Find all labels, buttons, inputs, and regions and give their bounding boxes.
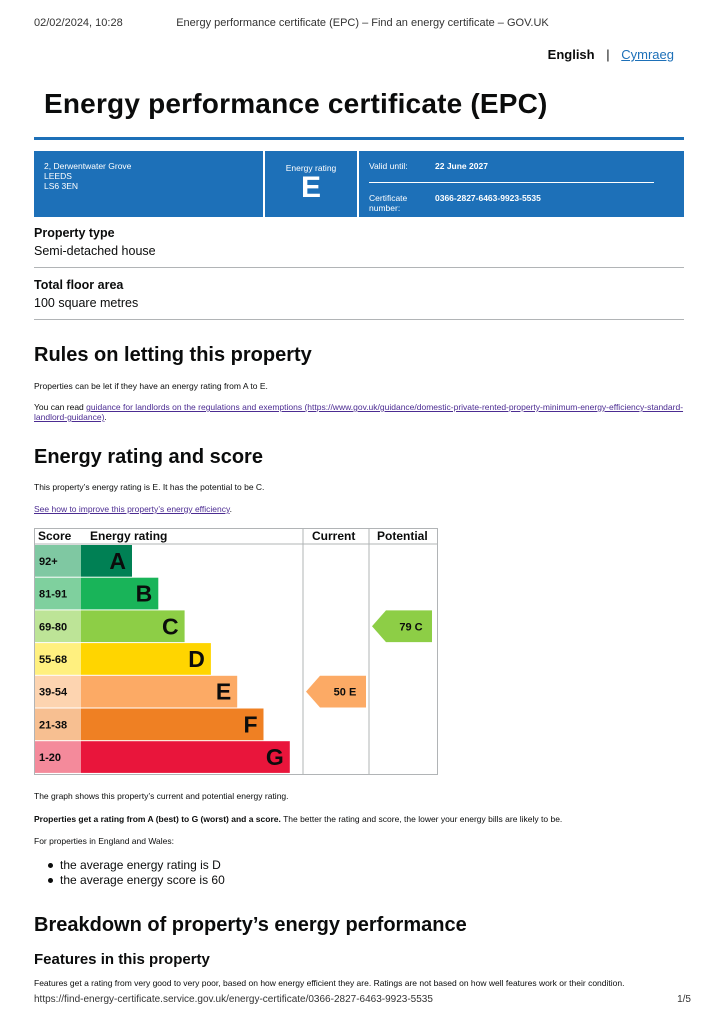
band-score-label: 21-38 — [39, 719, 68, 732]
print-date: 02/02/2024, 10:28 — [34, 17, 123, 29]
chart-header-label: Current — [312, 529, 356, 543]
energy-rating-text: This property’s energy rating is E. It has the potential to be C. — [34, 482, 265, 492]
rules-guidance-prefix: You can read — [34, 402, 87, 412]
certificate-number-label — [369, 193, 435, 213]
rating-explanation-rest: The better the rating and score, the lower your energy bills are likely to be. — [280, 814, 563, 824]
breakdown-heading: Breakdown of property’s energy performance — [34, 914, 467, 936]
energy-rating-chart — [34, 528, 438, 775]
print-footer — [34, 994, 691, 1005]
potential-rating-label: 79 C — [399, 621, 423, 634]
floor-area-label: Total floor area — [34, 278, 124, 292]
improve-efficiency-link[interactable]: See how to improve this property’s energy efficiency — [34, 504, 230, 514]
language-current: English — [547, 47, 595, 62]
rating-explanation-bold: Properties get a rating from A (best) to G (worst) and a score. — [34, 814, 281, 824]
landlord-guidance-link[interactable]: guidance for landlords on the regulations and exemptions (https://www.gov.uk/guidance/domestic-private-rented-property-minimum-energy-efficiency-standard-landlord-guidance) — [34, 402, 684, 422]
certificate-label-line: number: — [369, 203, 401, 213]
list-item: the average energy rating is D — [48, 858, 225, 873]
band-score-label: 1-20 — [39, 752, 62, 765]
page-title: Energy performance certificate (EPC) — [44, 88, 548, 119]
address-line: 2, Derwentwater Grove — [44, 161, 132, 171]
graph-note: The graph shows this property’s current and potential energy rating. — [34, 791, 289, 801]
band-letter: F — [243, 711, 258, 738]
floor-area — [34, 278, 684, 310]
current-rating-label: 50 E — [333, 686, 357, 699]
print-title: Energy performance certificate (EPC) – Find an energy certificate – GOV.UK — [176, 17, 549, 29]
meta-divider — [369, 182, 654, 183]
england-wales-text: For properties in England and Wales: — [34, 836, 175, 846]
valid-until-row — [369, 161, 674, 171]
rules-guidance-paragraph — [34, 402, 684, 422]
band-letter: C — [161, 613, 179, 640]
print-header — [34, 17, 691, 31]
band-letter: G — [265, 744, 284, 771]
band-bar-e — [81, 676, 237, 708]
features-heading: Features in this property — [34, 951, 210, 968]
valid-until-label: Valid until: — [369, 161, 408, 171]
rating-label: Energy rating — [285, 163, 337, 173]
language-separator: | — [606, 47, 610, 62]
energy-heading: Energy rating and score — [34, 446, 263, 468]
chart-header-label: Potential — [377, 529, 428, 543]
rules-heading: Rules on letting this property — [34, 344, 312, 366]
property-type — [34, 226, 684, 258]
rules-paragraph: Properties can be let if they have an energy rating from A to E. — [34, 381, 268, 391]
divider — [34, 267, 684, 268]
rating-explanation — [34, 814, 684, 824]
band-bar-g — [81, 741, 290, 773]
band-letter: D — [188, 645, 205, 672]
chart-header-label: Score — [38, 529, 72, 543]
language-switcher — [548, 47, 674, 62]
chart-header-label: Energy rating — [90, 529, 168, 543]
rating-value: E — [300, 171, 321, 204]
band-bar-f — [81, 709, 264, 741]
language-link-cymraeg[interactable]: Cymraeg — [621, 47, 674, 62]
title-underline — [34, 137, 684, 140]
improve-link-paragraph — [34, 504, 684, 514]
floor-area-value: 100 square metres — [34, 296, 139, 310]
certificate-summary — [34, 151, 684, 217]
certificate-label-line: Certificate — [369, 193, 408, 203]
band-letter: B — [135, 580, 153, 607]
energy-rating-chart-svg — [34, 528, 438, 775]
property-type-value: Semi-detached house — [34, 244, 156, 258]
band-score-label: 92+ — [39, 555, 58, 568]
page-number: 1/5 — [677, 994, 691, 1005]
certificate-meta — [359, 151, 684, 217]
band-score-label: 81-91 — [39, 588, 68, 601]
footer-url: https://find-energy-certificate.service.gov.uk/energy-certificate/0366-2827-6463-9923-5535 — [34, 994, 433, 1005]
rating-block — [265, 151, 359, 217]
band-score-label: 55-68 — [39, 653, 68, 666]
rules-guidance-suffix: . — [104, 412, 107, 422]
band-score-label: 69-80 — [39, 621, 68, 634]
features-paragraph: Features get a rating from very good to very poor, based on how energy efficient they are. Ratings are not based on how well features work or their condition. — [34, 978, 625, 988]
address-block — [34, 151, 265, 217]
address-line: LEEDS — [44, 171, 72, 181]
valid-until-value: 22 June 2027 — [435, 161, 488, 171]
property-type-label: Property type — [34, 226, 115, 240]
averages-list — [48, 858, 225, 888]
band-letter: A — [109, 547, 126, 574]
band-letter: E — [215, 678, 232, 705]
list-item: the average energy score is 60 — [48, 873, 225, 888]
improve-link-suffix: . — [229, 504, 232, 514]
band-score-label: 39-54 — [39, 686, 68, 699]
certificate-number-value: 0366-2827-6463-9923-5535 — [435, 193, 541, 203]
certificate-number-row — [369, 193, 674, 213]
address-line: LS6 3EN — [44, 181, 79, 191]
divider — [34, 319, 684, 320]
